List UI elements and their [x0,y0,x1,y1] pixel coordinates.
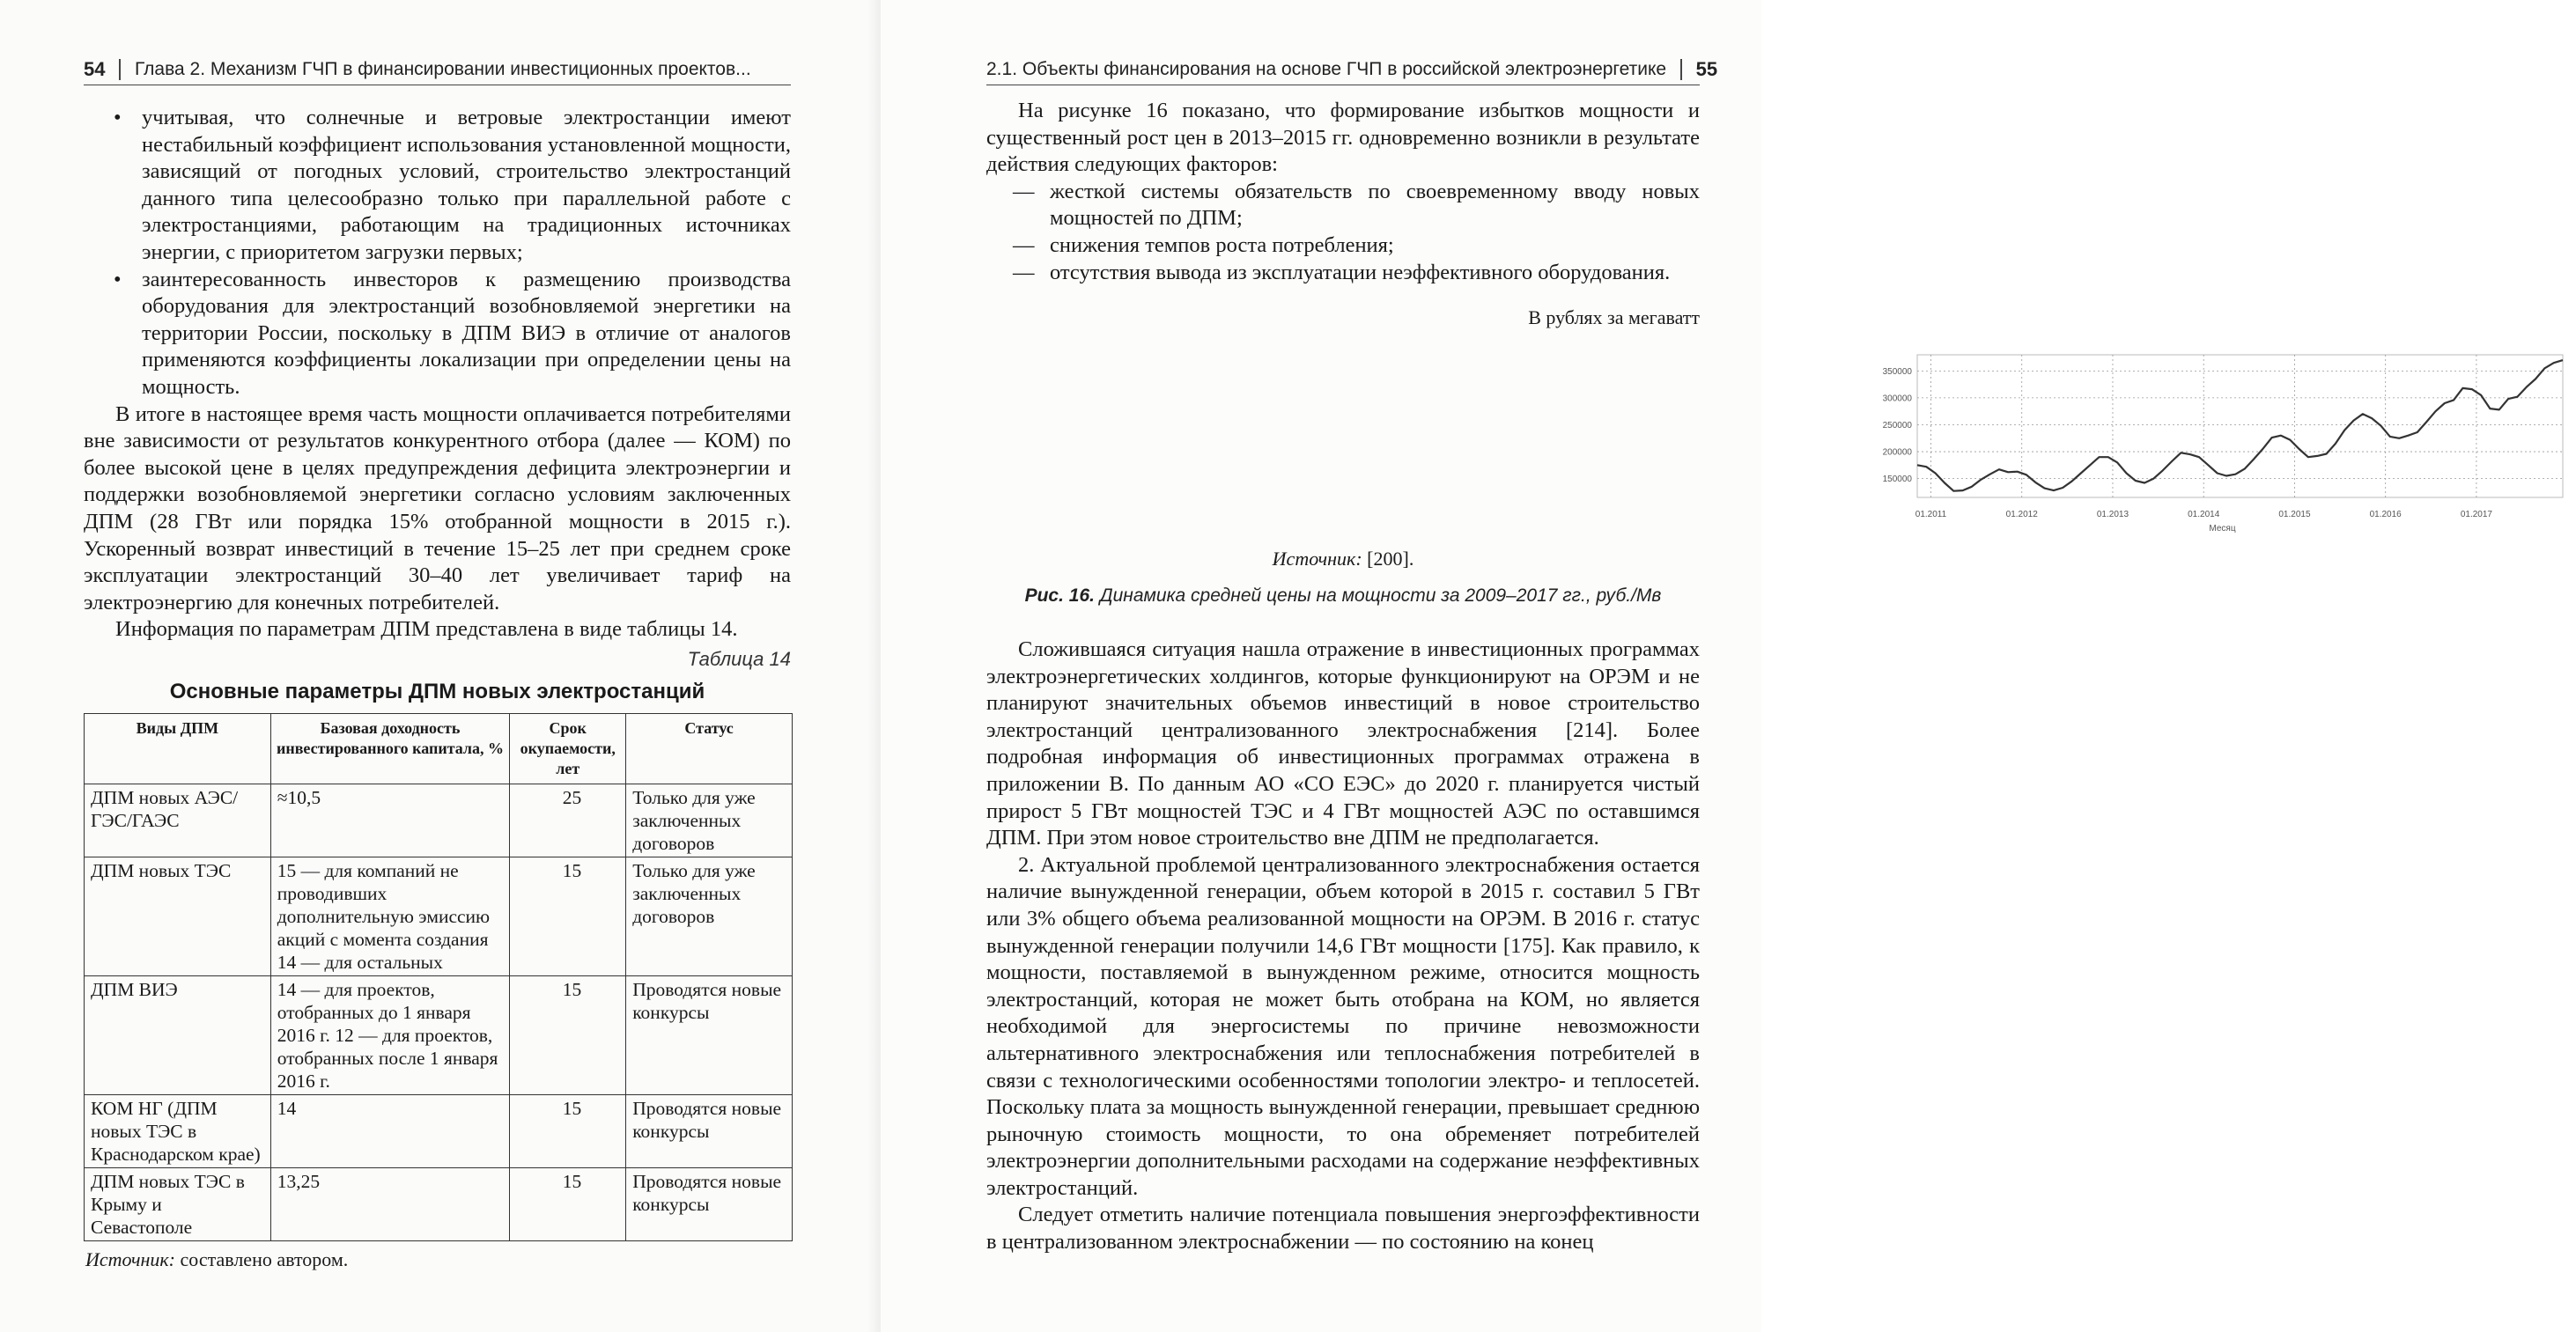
source-text: [200]. [1367,548,1414,570]
cell-status: Проводятся новые конкурсы [626,1168,793,1241]
figure-source [986,548,1700,570]
paragraph: Следует отметить наличие потенциала повышения энергоэффективности в централизованном электроснабжении — по состоянию на конец [986,1203,1700,1255]
header-separator [1680,59,1682,80]
paragraph: Сложившаяся ситуация нашла отражение в инвестиционных программах электроэнергетических холдингов, которые функционируют на ОРЭМ и не планируют значительных объемов инвестиций в новое строительство электростанций централизованного электроснабжения [214]. Более подробная информация об инвестиционных программах отражена в приложении В. По данным АО «СО ЕЭС» до 2020 г. планируется чистый прирост 5 ГВт мощностей ТЭС и 4 ГВт мощностей АЭС по оставшимся ДПМ. При этом новое строительство вне ДПМ не предполагается. [986,637,1700,850]
cell-yield: 13,25 [270,1168,510,1241]
chart-units: В рублях за мегаватт [1528,306,1700,328]
paragraph: В итоге в настоящее время часть мощности оплачивается потребителями вне зависимости от результатов конкурентного отбора (далее — КОМ) по более высокой цене в целях предупреждения дефицита электроэнергии и поддержки возобновляемой энергетики согласно условиям заключенных ДПМ (28 ГВт или порядка 15% отобранной мощности в 2015 г.). Ускоренный возврат инвестиций в течение 15–25 лет при среднем сроке эксплуатации электростанций 30–40 лет увеличивает тариф на электроэнергию для конечных потребителей. [84,401,791,614]
paragraph: 2. Актуальной проблемой централизованного электроснабжения остается наличие вынужденной генерации, объем которой в 2015 г. составил 5 ГВт или 3% общего объема реализованной мощности на ОРЭМ. В 2016 г. статус вынужденной генерации получили 14,6 ГВт мощности [175]. Как правило, к мощности, поставляемой в вынужденном режиме, относится мощность электростанций, которая не может быть отобрана на КОМ, но является необходимой для энергосистемы по причине невозможности альтернативного электроснабжения или теплоснабжения потребителей в связи с технологическими особенностями топологии электро- и теплосетей. Поскольку плата за мощность вынужденной генерации, превышает среднюю рыночную стоимость мощности, то она обременяет потребителей электроэнергии дополнительными расходами на содержание неэффективных электростанций. [986,852,1700,1200]
cell-yield: ≈10,5 [270,784,510,857]
x-tick-label: 01.2011 [1915,510,1947,519]
cell-type: ДПМ новых АЭС/ГЭС/ГАЭС [85,784,271,857]
cell-payback: 25 [510,784,626,857]
bullet-text: учитывая, что солнечные и ветровые электростанции имеют нестабильный коэффициент использования установленной мощности, зависящий от погодных условий, строительство электростанций данного типа целесообразно только при параллельной работе с электростанциями, работающим на традиционных источниках энергии, с приоритетом загрузки первых; [142,106,791,264]
right-body-text [986,637,1700,1256]
column-header: Статус [626,714,793,784]
chart-frame [1917,355,2563,497]
dpm-parameters-table [84,713,793,1241]
cell-type: ДПМ ВИЭ [85,976,271,1095]
left-body-text [84,105,791,644]
cell-type: ДПМ новых ТЭС [85,857,271,976]
table-row [85,1095,793,1168]
table-source [85,1248,348,1271]
page-number-left: 54 [84,58,106,80]
x-tick-label: 01.2013 [2096,510,2129,519]
table-caption: Таблица 14 [687,648,791,670]
figure-caption-text: Динамика средней цены на мощности за 2009–2017 гг., руб./Мв [1099,585,1662,606]
dash-mark: — [1013,260,1035,284]
bullet-mark: • [114,106,122,129]
cell-type: КОМ НГ (ДПМ новых ТЭС в Краснодарском крае) [85,1095,271,1168]
running-head-title-right: 2.1. Объекты финансирования на основе ГЧП в российской электроэнергетике [986,59,1667,79]
figure-caption [986,585,1700,607]
cell-status: Только для уже заключенных договоров [626,784,793,857]
header-separator [119,59,121,80]
y-tick-label: 250000 [1882,420,1912,431]
x-tick-label: 01.2012 [2005,510,2038,519]
running-head-left [84,55,791,85]
table-row [85,1168,793,1241]
table-title: Основные параметры ДПМ новых электростанций [169,680,705,703]
x-tick-label: 01.2017 [2460,510,2493,519]
source-label: Источник: [1272,548,1362,570]
cell-payback: 15 [510,857,626,976]
dash-item [986,232,1700,260]
figure-label: Рис. 16. [1024,585,1095,606]
y-tick-label: 150000 [1882,475,1912,485]
table-row [85,976,793,1095]
cell-status: Только для уже заключенных договоров [626,857,793,976]
price-line-chart [1863,348,2576,537]
paragraph: На рисунке 16 показано, что формирование избытков мощности и существенный рост цен в 2013–2015 гг. одновременно возникли в результате действия следующих факторов: [986,99,1700,177]
cell-payback: 15 [510,1168,626,1241]
cell-payback: 15 [510,1095,626,1168]
cell-yield: 15 — для компаний не проводивших дополнительную эмиссию акций с момента создания 14 — для остальных [270,857,510,976]
paragraph: Информация по параметрам ДПМ представлена в виде таблицы 14. [115,617,738,642]
running-head-right [986,55,1718,85]
bullet-item [84,105,791,267]
cell-payback: 15 [510,976,626,1095]
left-page [0,0,881,1332]
right-intro-text [986,98,1700,286]
y-tick-label: 300000 [1882,394,1912,404]
y-tick-label: 200000 [1882,447,1912,458]
right-page [881,0,2493,1332]
cell-type: ДПМ новых ТЭС в Крыму и Севастополе [85,1168,271,1241]
page-number-group [1666,58,1717,81]
dash-item [986,260,1700,287]
x-tick-label: 01.2016 [2369,510,2402,519]
bullet-mark: • [114,267,122,291]
dash-text: жесткой системы обязательств по своевременному вводу новых мощностей по ДПМ; [1050,179,1700,231]
x-tick-label: 01.2015 [2278,510,2311,519]
cell-status: Проводятся новые конкурсы [626,1095,793,1168]
x-tick-label: 01.2014 [2188,510,2220,519]
page-number-right: 55 [1695,58,1718,80]
table-row [85,784,793,857]
dash-text: отсутствия вывода из эксплуатации неэффективного оборудования. [1050,260,1671,284]
dash-mark: — [1013,232,1035,257]
dash-item [986,179,1700,232]
column-header: Виды ДПМ [85,714,271,784]
dash-mark: — [1013,179,1035,203]
y-tick-label: 350000 [1882,366,1912,377]
table-row [85,857,793,976]
cell-yield: 14 [270,1095,510,1168]
series-line [1917,360,2563,491]
dash-text: снижения темпов роста потребления; [1050,232,1394,257]
source-text: составлено автором. [180,1248,349,1270]
column-header: Срок окупаемости, лет [510,714,626,784]
cell-status: Проводятся новые конкурсы [626,976,793,1095]
table-header-row [85,714,793,784]
bullet-item [84,267,791,401]
cell-yield: 14 — для проектов, отобранных до 1 января 2016 г. 12 — для проектов, отобранных после 1 января 2016 г. [270,976,510,1095]
x-axis-label: Месяц [2209,524,2236,534]
bullet-text: заинтересованность инвесторов к размещению производства оборудования для электростанций возобновляемой энергетики на территории России, поскольку в ДПМ ВИЭ в отличие от аналогов применяются коэффициенты локализации при определении цены на мощность. [142,267,791,399]
running-head-title-left: Глава 2. Механизм ГЧП в финансировании инвестиционных проектов... [134,59,751,79]
column-header: Базовая доходность инвестированного капитала, % [270,714,510,784]
source-label: Источник: [85,1248,175,1270]
